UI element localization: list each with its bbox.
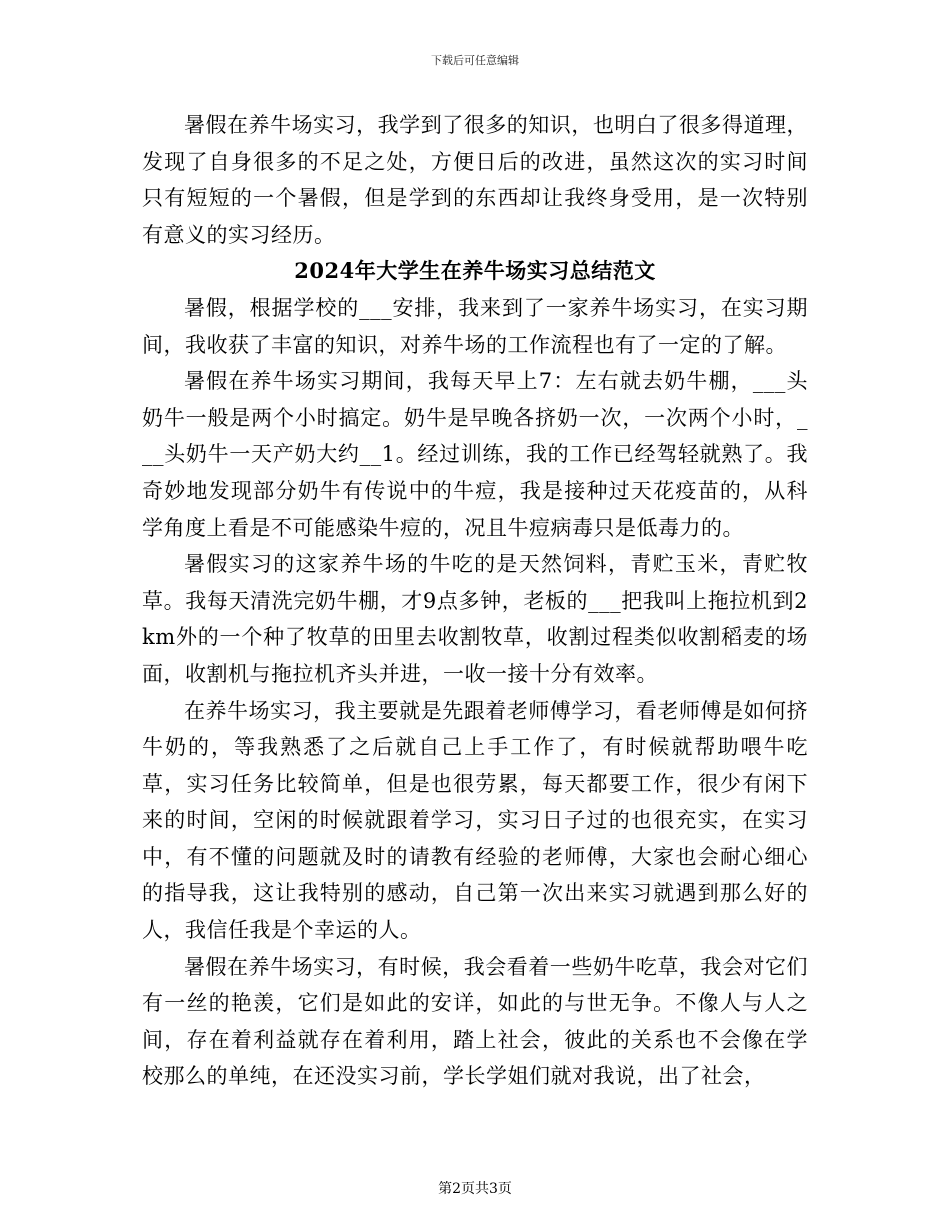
paragraph-5: 暑假在养牛场实习，有时候，我会看着一些奶牛吃草，我会对它们有一丝的艳羡，它们是如此的安详，如此的与世无争。不像人与人之间，存在着利益就存在着利用，踏上社会，彼此的关系也不会像在学校那么的单纯，在还没实习前，学长学姐们就对我说，出了社会，	[142, 954, 808, 1089]
page-header: 下载后可任意编辑	[431, 54, 519, 67]
paragraph-1: 暑假，根据学校的___安排，我来到了一家养牛场实习，在实习期间，我收获了丰富的知识，对养牛场的工作流程也有了一定的了解。	[142, 295, 808, 357]
page-footer: 第2页共3页	[438, 1181, 512, 1197]
document-title: 2024年大学生在养牛场实习总结范文	[294, 258, 656, 284]
document-body	[142, 107, 808, 1095]
paragraph-2: 暑假在养牛场实习期间，我每天早上7：左右就去奶牛棚，___头奶牛一般是两个小时搞定。奶牛是早晚各挤奶一次，一次两个小时，___头奶牛一天产奶大约__1。经过训练，我的工作已经驾轻就熟了。我奇妙地发现部分奶牛有传说中的牛痘，我是接种过天花疫苗的，从科学角度上看是不可能感染牛痘的，况且牛痘病毒只是低毒力的。	[142, 369, 808, 540]
paragraph-4: 在养牛场实习，我主要就是先跟着老师傅学习，看老师傅是如何挤牛奶的，等我熟悉了之后就自己上手工作了，有时候就帮助喂牛吃草，实习任务比较简单，但是也很劳累，每天都要工作，很少有闲下来的时间，空闲的时候就跟着学习，实习日子过的也很充实，在实习中，有不懂的问题就及时的请教有经验的老师傅，大家也会耐心细心的指导我，这让我特别的感动，自己第一次出来实习就遇到那么好的人，我信任我是个幸运的人。	[142, 698, 808, 943]
paragraph-3: 暑假实习的这家养牛场的牛吃的是天然饲料，青贮玉米，青贮牧草。我每天清洗完奶牛棚，才9点多钟，老板的___把我叫上拖拉机到2km外的一个种了牧草的田里去收割牧草，收割过程类似收割稻麦的场面，收割机与拖拉机齐头并进，一收一接十分有效率。	[142, 552, 808, 686]
intro-paragraph: 暑假在养牛场实习，我学到了很多的知识，也明白了很多得道理，发现了自身很多的不足之处，方便日后的改进，虽然这次的实习时间只有短短的一个暑假，但是学到的东西却让我终身受用，是一次特别有意义的实习经历。	[142, 113, 808, 247]
